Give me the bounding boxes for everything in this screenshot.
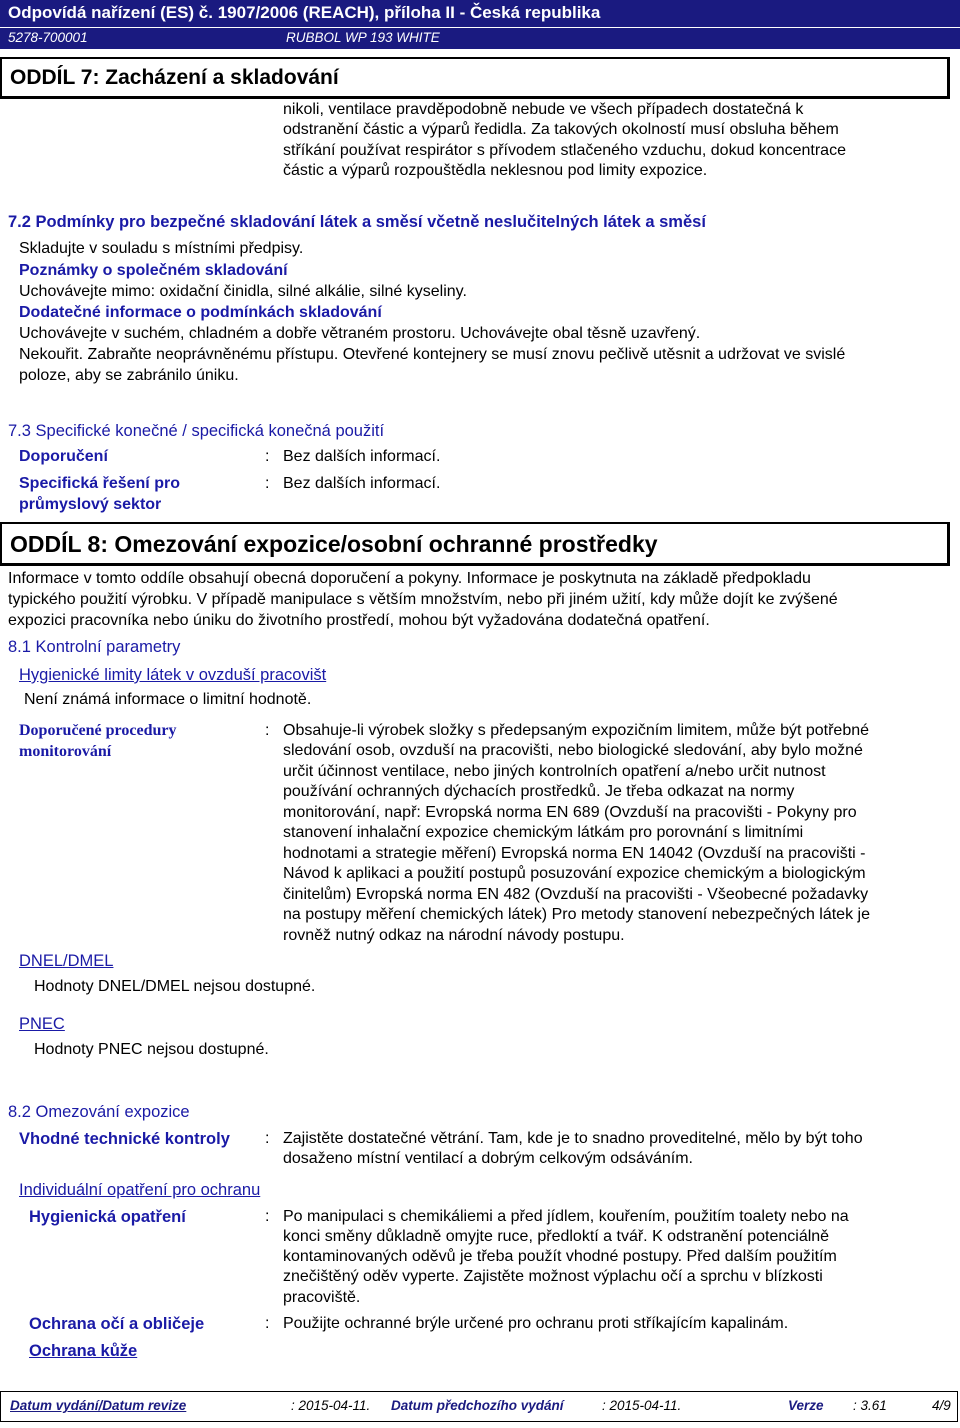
regulation-title: Odpovídá nařízení (ES) č. 1907/2006 (REACH), příloha II - Česká republika xyxy=(8,3,601,22)
storage-line-1: Skladujte v souladu s místními předpisy. xyxy=(19,240,304,257)
additional-line-3: poloze, aby se zabránilo úniku. xyxy=(19,367,239,384)
product-name: RUBBOL WP 193 WHITE xyxy=(286,30,440,45)
label-eye-protection: Ochrana očí a obličeje xyxy=(29,1315,205,1333)
label-monitoring-2: monitorování xyxy=(19,743,112,760)
regulation-banner xyxy=(0,0,960,27)
common-storage-line: Uchovávejte mimo: oxidační činidla, silné alkálie, silné kyseliny. xyxy=(19,283,467,300)
additional-line-1: Uchovávejte v suchém, chladném a dobře větraném prostoru. Uchovávejte obal těsně uzavřený. xyxy=(19,325,701,342)
monitoring-line-8: Návod k aplikaci a použití postupů posuzování expozice chemickým a biologickým xyxy=(283,865,866,882)
label-common-storage: Poznámky o společném skladování xyxy=(19,262,288,279)
hygiene-line-1: Po manipulaci s chemikáliemi a před jídlem, kouřením, použitím toalety nebo na xyxy=(283,1208,849,1225)
product-banner xyxy=(0,27,960,49)
heading-8-1: 8.1 Kontrolní parametry xyxy=(8,638,181,656)
monitoring-line-4: používání ochranných dýchacích prostředků. Je třeba odkazat na normy xyxy=(283,783,795,800)
monitoring-line-1: Obsahuje-li výrobek složky s předepsaným expozičním limitem, může být potřebné xyxy=(283,722,870,739)
colon: : xyxy=(265,448,270,465)
colon: : xyxy=(265,1315,270,1332)
continued-line-2: odstranění částic a výparů ředidla. Za takových okolností musí obsluha během xyxy=(283,121,839,138)
monitoring-line-7: hodnotami a strategie měření) Evropská norma EN 14042 (Ovzduší na pracovišti - xyxy=(283,845,866,862)
label-industrial-1: Specifická řešení pro xyxy=(19,475,180,492)
label-pnec: PNEC xyxy=(19,1015,65,1033)
label-dnel: DNEL/DMEL xyxy=(19,952,114,970)
monitoring-line-10: na postupy měření chemických látek) Pro metody stanovení nebezpečných látek je xyxy=(283,906,870,923)
dnel-value: Hodnoty DNEL/DMEL nejsou dostupné. xyxy=(34,978,316,995)
section8-title-box xyxy=(0,522,950,566)
recommendation-value: Bez dalších informací. xyxy=(283,448,441,465)
section7-title: ODDÍL 7: Zacházení a skladování xyxy=(10,66,339,89)
pnec-value: Hodnoty PNEC nejsou dostupné. xyxy=(34,1041,269,1058)
technical-line-1: Zajistěte dostatečné větrání. Tam, kde je to snadno proveditelné, mělo by být toho xyxy=(283,1130,863,1147)
footer-prev-label: Datum předchozího vydání xyxy=(391,1398,564,1413)
colon: : xyxy=(265,475,270,492)
continued-line-3: stříkání používat respirátor s přívodem stlačeného vzduchu, dokud koncentrace xyxy=(283,142,846,159)
intro-line-2: typického použití výrobku. V případě manipulace s větším množstvím, nebo při jiném užití, kdy může dojít ke zvýšené xyxy=(8,591,838,608)
colon: : xyxy=(265,1208,270,1225)
hygiene-line-2: konci směny důkladně omyjte ruce, předloktí a tvář. K odstranění potenciálně xyxy=(283,1228,830,1245)
label-monitoring-1: Doporučené procedury xyxy=(19,722,177,739)
monitoring-line-9: činitelům) Evropská norma EN 482 (Ovzduší na pracovišti - Všeobecné požadavky xyxy=(283,886,869,903)
label-personal-protection: Individuální opatření pro ochranu xyxy=(19,1181,261,1199)
heading-7-2: 7.2 Podmínky pro bezpečné skladování látek a směsí včetně neslučitelných látek a směsí xyxy=(8,213,706,231)
monitoring-line-5: monitorování, např: Evropská norma EN 689 (Ovzduší na pracovišti - Pokyny pro xyxy=(283,804,857,821)
heading-7-3: 7.3 Specifické konečné / specifická konečná použití xyxy=(8,422,385,440)
additional-line-2: Nekouřit. Zabraňte neoprávněnému přístupu. Otevřené kontejnery se musí znovu pečlivě utěsnit a udržovat ve svislé xyxy=(19,346,846,363)
label-additional-storage: Dodatečné informace o podmínkách skladování xyxy=(19,304,382,321)
colon: : xyxy=(265,722,270,739)
footer-version-label: Verze xyxy=(788,1398,824,1413)
footer-issue-value: : 2015-04-11. xyxy=(291,1398,371,1413)
hygiene-line-5: pracoviště. xyxy=(283,1289,361,1306)
label-hygiene: Hygienická opatření xyxy=(29,1208,186,1226)
continued-line-1: nikoli, ventilace pravděpodobně nebude ve všech případech dostatečná k xyxy=(283,101,804,118)
monitoring-line-2: sledování osob, ovzduší na pracovišti, nebo biologické sledování, aby bylo možné xyxy=(283,742,863,759)
label-recommendation: Doporučení xyxy=(19,448,108,465)
monitoring-line-6: stanovení inhalační expozice chemickým látkám pro porovnání s limitními xyxy=(283,824,804,841)
footer-page-number: 4/9 xyxy=(932,1398,951,1413)
colon: : xyxy=(265,1130,270,1147)
eye-protection-value: Použijte ochranné brýle určené pro ochranu proti stříkajícím kapalinám. xyxy=(283,1315,789,1332)
section8-title: ODDÍL 8: Omezování expozice/osobní ochranné prostředky xyxy=(10,531,658,557)
label-industrial-2: průmyslový sektor xyxy=(19,496,162,513)
product-code: 5278-700001 xyxy=(8,30,88,45)
intro-line-3: expozici pracovníka nebo úniku do životního prostředí, mohou být vyžadována dodatečná opatření. xyxy=(8,612,710,629)
section7-title-box xyxy=(0,57,950,99)
hygiene-line-3: kontaminovaných oděvů je třeba použít vhodné postupy. Před dalším použitím xyxy=(283,1248,837,1265)
label-technical-controls: Vhodné technické kontroly xyxy=(19,1130,230,1148)
label-skin-protection: Ochrana kůže xyxy=(29,1342,138,1360)
monitoring-line-11: rovněž nutný odkaz na národní návody postupu. xyxy=(283,927,625,944)
heading-8-2: 8.2 Omezování expozice xyxy=(8,1103,190,1121)
label-exposure-limits: Hygienické limity látek v ovzduší pracovišt xyxy=(19,666,327,684)
exposure-limits-value: Není známá informace o limitní hodnotě. xyxy=(24,691,312,708)
technical-line-2: dosaženo místní ventilací a dobrým celkovým odsáváním. xyxy=(283,1150,693,1167)
footer xyxy=(0,1391,958,1422)
industrial-value: Bez dalších informací. xyxy=(283,475,441,492)
footer-issue-label: Datum vydání/Datum revize xyxy=(10,1398,187,1413)
footer-prev-value: : 2015-04-11. xyxy=(602,1398,682,1413)
hygiene-line-4: znečištěný oděv vyperte. Zajistěte možnost výplachu očí a sprchu v blízkosti xyxy=(283,1268,823,1285)
intro-line-1: Informace v tomto oddíle obsahují obecná doporučení a pokyny. Informace je poskytnuta na základě předpokladu xyxy=(8,570,811,587)
monitoring-line-3: určit účinnost ventilace, nebo jiných kontrolních opatření a/nebo určit nutnost xyxy=(283,763,826,780)
continued-line-4: částic a výparů rozpouštědla neklesnou pod limity expozice. xyxy=(283,162,708,179)
footer-version-value: : 3.61 xyxy=(853,1398,887,1413)
